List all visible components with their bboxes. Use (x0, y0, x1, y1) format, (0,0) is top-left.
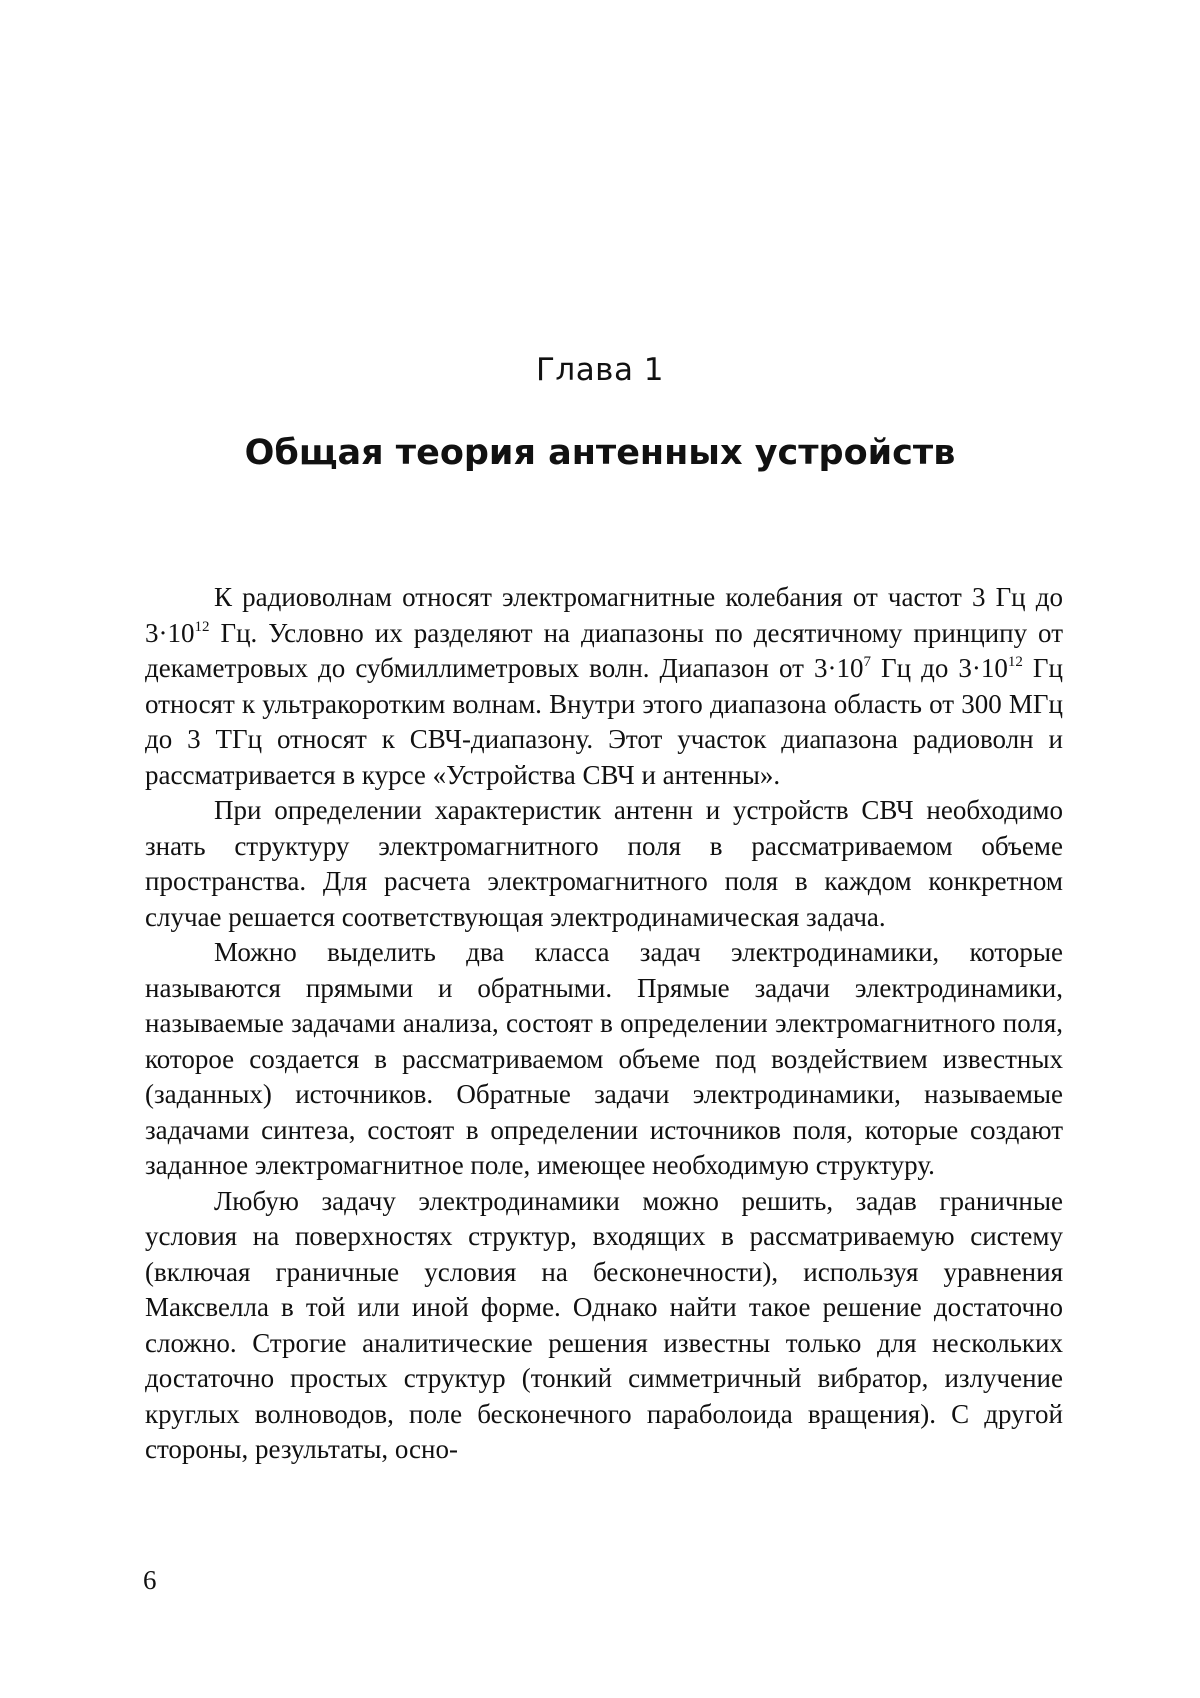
superscript-exponent: 12 (194, 618, 210, 635)
paragraph-2: При определении характеристик антенн и устройств СВЧ необходимо знать структуру электромагнитного поля в рассматриваемом объеме пространства. Для расчета электромагнитного поля в каждом конкретном случае решается соответствующая электродинамическая задача. (145, 795, 1063, 932)
paragraph-1-part-1: К радиоволнам относят электромагнитные колебания от частот 3 Гц до 3·10 (145, 582, 1063, 648)
page-number: 6 (143, 1565, 157, 1595)
paragraph-4: Любую задачу электродинамики можно решить, задав граничные условия на поверхностях структур, входящих в рассматриваемую систему (включая граничные условия на бесконечности), используя уравнения Максвелла в той или иной форме. Однако найти такое решение достаточно сложно. Строгие аналитические решения известны только для нескольких достаточно простых структур (тонкий симметричный вибратор, излучение круглых волноводов, поле бесконечного параболоида вращения). С другой стороны, результаты, осно- (145, 1185, 1063, 1464)
paragraph-1 (145, 580, 1063, 793)
superscript-exponent: 12 (1007, 654, 1023, 670)
paragraph-1-part-3: Гц до 3·10 (870, 653, 1008, 683)
body-text (145, 580, 1063, 1468)
superscript-exponent: 7 (863, 654, 871, 670)
chapter-title: Общая теория антенных устройств (244, 433, 956, 473)
chapter-label: Глава 1 (535, 352, 665, 388)
paragraph-1-part-4: Гц относят к ультракоротким волнам. Внутри этого диапазона область от 300 МГц до 3 ТГц относят к СВЧ-диапазону. Этот участок диапазона радиоволн и рассматривается в курсе «Устройства СВЧ и антенны». (145, 653, 1063, 790)
paragraph-3: Можно выделить два класса задач электродинамики, которые называются прямыми и обратными. Прямые задачи электродинамики, называемые задачами анализа, состоят в определении электромагнитного поля, которое создается в рассматриваемом объеме под воздействием известных (заданных) источников. Обратные задачи электродинамики, называемые задачами синтеза, состоят в определении источников поля, которые создают заданное электромагнитное поле, имеющее необходимую структуру. (145, 937, 1063, 1180)
paragraph-1-part-2: Гц. Условно их разделяют на диапазоны по десятичному принципу от декаметровых до субмиллиметровых волн. Диапазон от 3·10 (145, 617, 1063, 683)
